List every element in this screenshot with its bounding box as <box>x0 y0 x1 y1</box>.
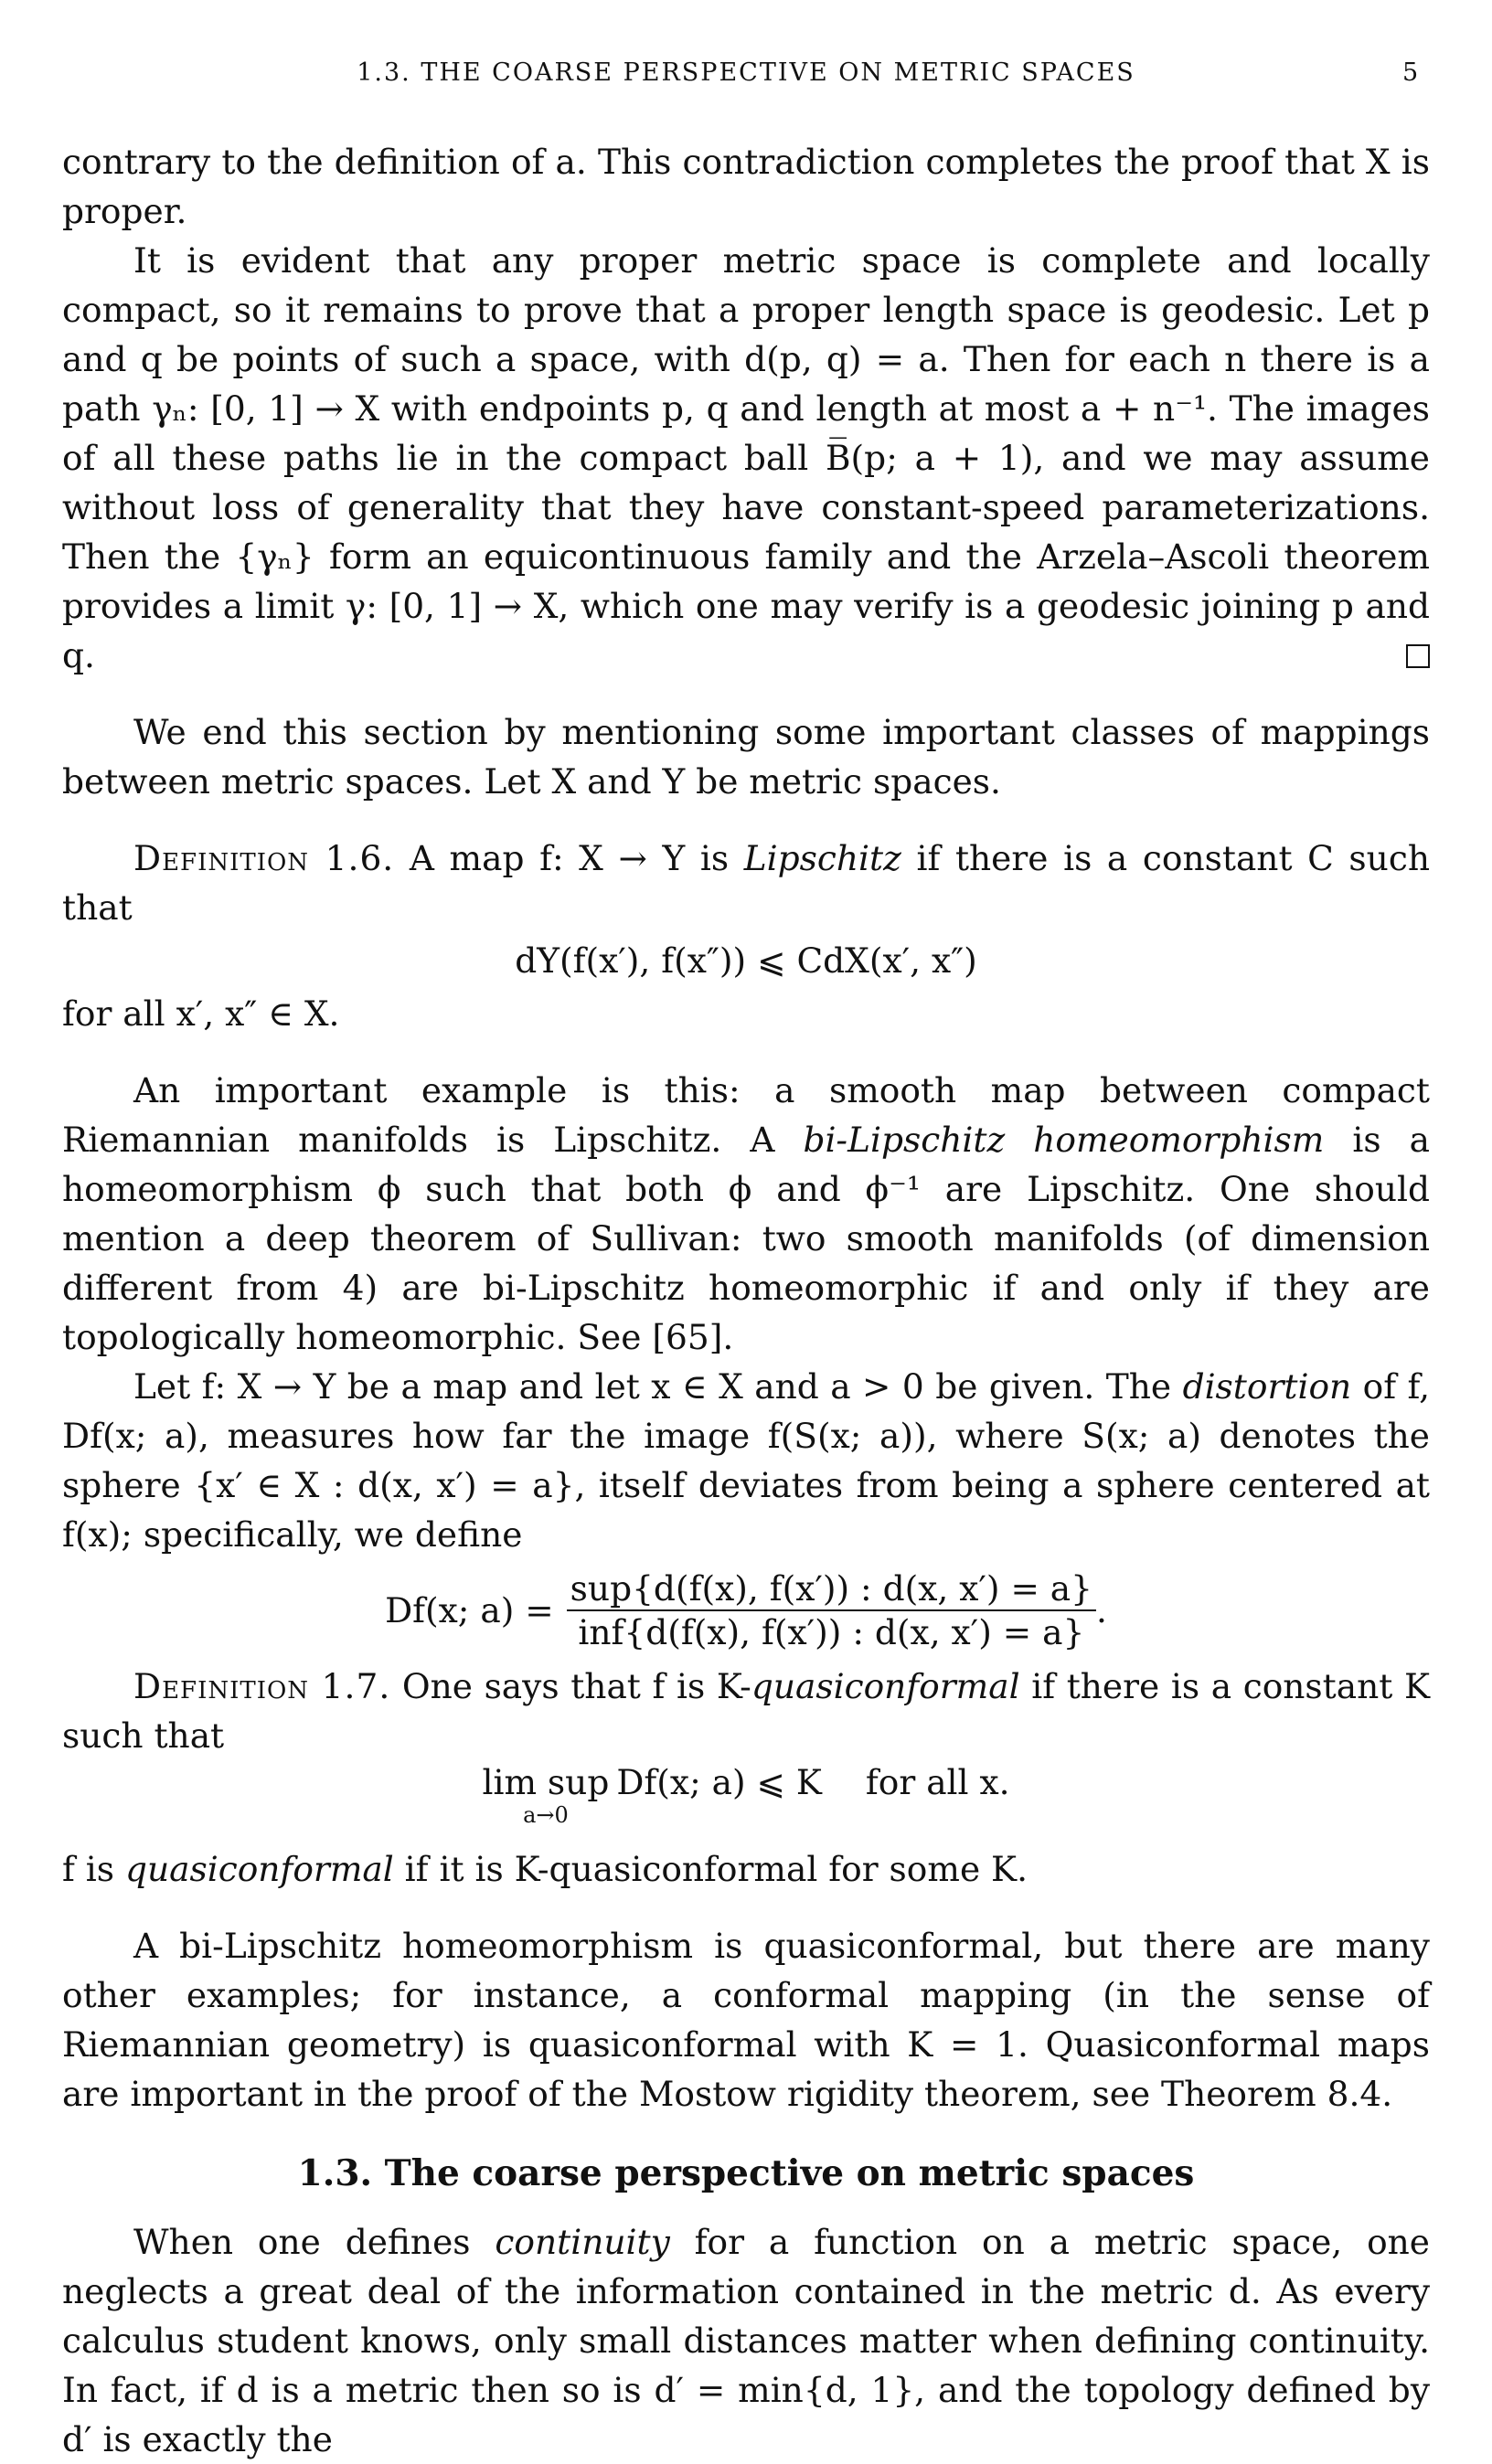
limsup-subscript: a→0 <box>523 1802 569 1828</box>
definition-1-7-tail: f is quasiconformal if it is K-quasiconformal for some K. <box>62 1849 1028 1889</box>
equation-period: . <box>1096 1590 1107 1630</box>
definition-1-6: Definition 1.6. A map f: X → Y is Lipschitz if there is a constant C such that <box>62 838 1430 928</box>
page-number: 5 <box>1402 58 1419 87</box>
paragraph-mappings-intro <box>62 707 1430 806</box>
definition-1-6-tail: for all x′, x″ ∈ X. <box>62 993 340 1034</box>
paragraph-text: contrary to the definition of a. This contradiction completes the proof that X is proper. <box>62 142 1430 231</box>
paragraph-bi-lipschitz: An important example is this: a smooth map between compact Riemannian manifolds is Lipschitz. A bi-Lipschitz homeomorphism is a homeomorphism ϕ such that both ϕ and ϕ⁻¹ are Lipschitz. One should mention a deep theorem of Sullivan: two smooth manifolds (of dimension different from 4) are bi-Lipschitz homeomorphic if and only if they are topologically homeomorphic. See [65]. <box>62 1070 1431 1357</box>
equation-distortion <box>62 1559 1430 1662</box>
defined-term: Lipschitz <box>743 838 901 878</box>
running-title: 1.3. THE COARSE PERSPECTIVE ON METRIC SPACES <box>357 58 1135 87</box>
defined-term: bi-Lipschitz homeomorphism <box>803 1120 1325 1160</box>
equation-lipschitz: dY(f(x′), f(x″)) ⩽ CdX(x′, x″) <box>515 940 977 981</box>
limsup-qualifier: for all x. <box>865 1762 1010 1802</box>
paragraph-text: We end this section by mentioning some important classes of mappings between metric spaces. Let X and Y be metric spaces. <box>62 712 1430 802</box>
paragraph-distortion: Let f: X → Y be a map and let x ∈ X and a > 0 be given. The distortion of f, Df(x; a), measures how far the image f(S(x; a)), where S(x; a) denotes the sphere {x′ ∈ X : d(x, x′) = a}, itself deviates from being a sphere centered at f(x); specifically, we define <box>62 1366 1430 1555</box>
qed-box-icon <box>1406 644 1430 668</box>
paragraph-quasiconformal-examples <box>62 1921 1430 2119</box>
limsup-expression: Df(x; a) ⩽ K <box>616 1762 822 1802</box>
paragraph-text: It is evident that any proper metric space is complete and locally compact, so it remains to prove that a proper length space is geodesic. Let p and q be points of such a space, with d(p, q) = a. Then for each n there is a path γₙ: [0, 1] → X with endpoints p, q and length at most a + n⁻¹. The images of all these paths lie in the compact ball B̅(p; a + 1), and we may assume without loss of generality that they have constant-speed parameterizations. Then the {γₙ} form an equicontinuous family and the Arzela–Ascoli theorem provides a limit γ: [0, 1] → X, which one may verify is a geodesic joining p and q. <box>62 240 1430 675</box>
paragraph-text: A bi-Lipschitz homeomorphism is quasiconformal, but there are many other examples; for instance, a conformal mapping (in the sense of Riemannian geometry) is quasiconformal with K = 1. Quasiconformal maps are important in the proof of the Mostow rigidity theorem, see Theorem 8.4. <box>62 1926 1430 2114</box>
fraction-denominator: inf{d(f(x), f(x′)) : d(x, x′) = a} <box>578 1612 1085 1652</box>
definition-label: Definition 1.7. <box>133 1666 391 1706</box>
section-heading: 1.3. The coarse perspective on metric spaces <box>297 2152 1195 2194</box>
paragraph-geodesic-proof <box>62 236 1430 680</box>
equation-limsup <box>62 1760 1430 1844</box>
main-text <box>62 137 1430 2464</box>
defined-term: quasiconformal <box>124 1849 394 1889</box>
limsup-operator: lim sup a→0 <box>482 1762 610 1828</box>
fraction <box>567 1567 1096 1653</box>
defined-term: distortion <box>1182 1366 1352 1407</box>
definition-label: Definition 1.6. <box>133 838 395 878</box>
paragraph-continuity: When one defines continuity for a function on a metric space, one neglects a great deal of the information contained in the metric d. As every calculus student knows, only small distances matter when defining continuity. In fact, if d is a metric then so is d′ = min{d, 1}, and the topology defined by d′ is exactly the <box>62 2222 1430 2459</box>
equation-lhs: Df(x; a) = <box>385 1590 554 1630</box>
fraction-numerator: sup{d(f(x), f(x′)) : d(x, x′) = a} <box>567 1567 1096 1611</box>
running-header <box>0 58 1492 90</box>
paragraph-proof-end <box>62 137 1430 236</box>
definition-1-7: Definition 1.7. One says that f is K-quasiconformal if there is a constant K such that <box>62 1666 1430 1756</box>
defined-term: continuity <box>495 2222 670 2262</box>
defined-term: quasiconformal <box>751 1666 1020 1706</box>
